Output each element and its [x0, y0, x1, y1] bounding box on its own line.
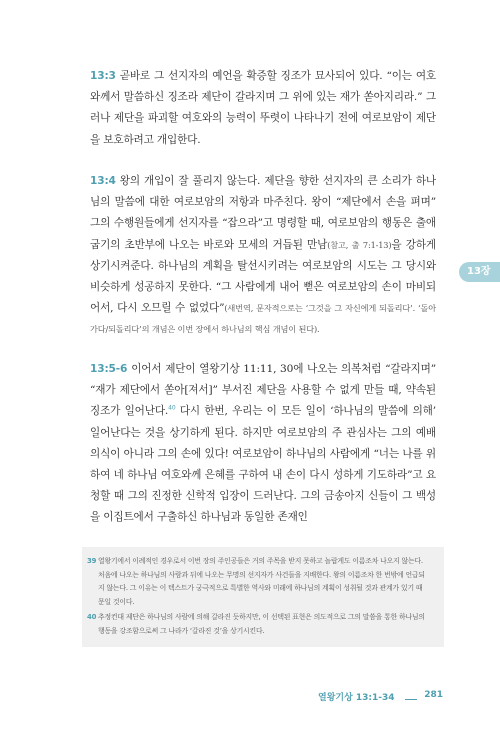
paragraph-text: 이어서 제단이 열왕기상 11:11, 30에 나오는 의복처럼 “갈라지며” “재가 제단에서 쏟아[져서]” 부서진 제단을 사용할 수 없게 만들 때, 약속된 징조가 일어난다.	[90, 363, 436, 418]
paragraph-13-5-6	[90, 359, 436, 529]
footnote-number: 40	[87, 613, 97, 621]
paragraph-13-3	[90, 66, 436, 151]
page-footer	[318, 690, 443, 706]
paragraph-text: 왕의 개입이 잘 풀리지 않는다. 제단을 향한 선지자의 큰 소리가 하나님의 말씀에 대한 여로보암의 저항과 마주친다. 왕이 “제단에서 손을 펴며” 그의 수행원들에게 선지자를 “잡으라”고 명령할 때, 여로보암의 행동은 출애굽기의 초반부에 나오는 바로와 모세의 거듭된 만남	[90, 175, 436, 251]
verse-reference: 13:4	[90, 175, 116, 187]
paragraph-text-continued: 다시 한번, 우리는 이 모든 일이 ‘하나님의 말씀에 의해’ 일어난다는 것을 상기하게 된다. 하지만 여로보암의 주 관심사는 그의 예배 의식이 아니라 그의 손에 있다! 여로보암이 하나님의 사람에게 “너는 나를 위하여 네 하나님 여호와께 은혜를 구하여 내 손이 다시 성하게 기도하라”고 요청할 때 그의 진정한 신학적 입장이 드러난다. 그의 금송아지 신들이 그 백성을 이집트에서 구출하신 하나님과 동일한 존재인	[90, 405, 436, 524]
paragraph-13-4	[90, 171, 436, 341]
page-number: 281	[424, 690, 443, 700]
chapter-tab: 13장	[459, 262, 500, 282]
footnote-text: 열왕기에서 이례적인 경우로서 이번 장의 주인공들은 거의 주목을 받지 못하고 놀랍게도 이름조차 나오지 않는다. 처음에 나오는 하나님의 사람과 뒤에 나오는 무명의 선지자가 사건들을 지배한다. 왕의 이름조차 한 번밖에 언급되지 않는다. 그 이유는 이 텍스트가 궁극적으로 특별한 역사와 미래에 하나님의 계획이 성취될 것과 관계가 있기 때문일 것이다.	[98, 557, 425, 606]
footnote-marker[interactable]: 40	[168, 404, 176, 412]
paragraph-text: 곧바로 그 선지자의 예언을 확증할 징조가 묘사되어 있다. “이는 여호와께서 말씀하신 징조라 제단이 갈라지며 그 위에 있는 재가 쏟아지리라.” 그러나 제단을 파괴할 여호와의 능력이 뚜렷이 나타나기 전에 여로보암이 제단을 보호하려고 개입한다.	[90, 70, 436, 146]
footnote-number: 39	[87, 557, 97, 565]
footnote-40	[87, 611, 428, 638]
verse-reference: 13:5-6	[90, 363, 128, 375]
parenthetical-note: (새번역, 문자적으로는 ‘그것을 그 자신에게 되돌리다’. ‘돌아가다/되돌리다’의 개념은 이번 장에서 하나님의 핵심 개념이 된다).	[90, 303, 436, 335]
parenthetical-reference: (참고, 출 7:1-13)	[327, 239, 392, 250]
running-head: 열왕기상 13:1-34	[318, 693, 395, 703]
verse-reference: 13:3	[90, 70, 116, 82]
footnotes-box	[82, 547, 444, 647]
footer-rule	[405, 699, 417, 700]
paragraph-text-continued: 을 강하게 상기시켜준다. 하나님의 계획을 탈선시키려는 여로보암의 시도는 그 당시와 비슷하게 성공하지 못한다. “그 사람에게 내어 뻗은 여로보암의 손이 마비되어서, 다시 오므릴 수 없었다”	[90, 238, 436, 315]
footnote-39	[87, 555, 428, 609]
footnote-text: 추정컨대 제단은 하나님의 사람에 의해 갈라진 듯하지만, 이 선택된 표현은 의도적으로 그의 말씀을 통한 하나님의 행동을 강조함으로써 그 나라가 ‘갈라진 것’을 상기시킨다.	[98, 613, 425, 635]
